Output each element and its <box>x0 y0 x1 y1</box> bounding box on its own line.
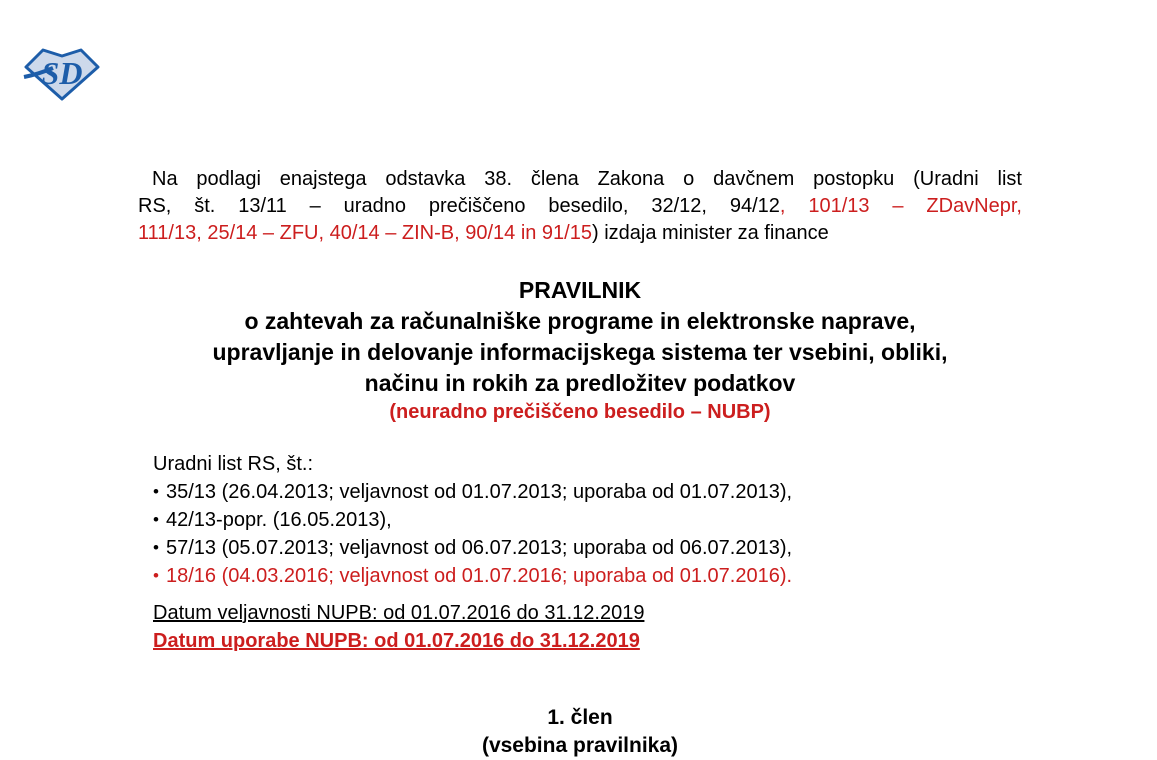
intro-paragraph <box>138 166 1022 247</box>
title-unofficial-note: (neuradno prečiščeno besedilo – NUBP) <box>389 401 771 423</box>
document-content <box>138 0 1022 760</box>
bullet-icon: • <box>153 566 159 585</box>
gazette-item-text: 42/13-popr. (16.05.2013), <box>166 509 392 531</box>
gazette-item <box>153 534 1022 562</box>
validity-application-line <box>153 628 1022 656</box>
gazette-item <box>153 478 1022 506</box>
gazette-item-text: 57/13 (05.07.2013; veljavnost od 06.07.2013; uporaba od 06.07.2013), <box>166 537 793 559</box>
title-subtitle-line-2: upravljanje in delovanje informacijskega sistema ter vsebini, obliki, <box>212 339 948 365</box>
document-title: PRAVILNIK <box>518 277 642 303</box>
intro-line-1 <box>138 166 1022 193</box>
validity-section <box>138 600 1022 655</box>
intro-line-3-text: ) izdaja minister za finance <box>591 222 829 244</box>
intro-line-3-red-citation: 111/13, 25/14 – ZFU, 40/14 – ZIN-B, 90/14 in 91/15 <box>138 222 592 244</box>
article-number: 1. člen <box>547 706 613 729</box>
title-subtitle-line-3: načinu in rokih za predložitev podatkov <box>364 370 796 396</box>
gazette-item <box>153 562 1022 590</box>
title-block <box>138 275 1022 426</box>
intro-line-2-text: RS, št. 13/11 – uradno prečiščeno besedilo, 32/12, 94/12 <box>138 195 780 217</box>
sd-logo <box>23 46 101 102</box>
bullet-icon: • <box>153 510 159 529</box>
intro-line-2 <box>138 193 1022 220</box>
gazette-section <box>138 451 1022 590</box>
title-subtitle-line-1: o zahtevah za računalniške programe in elektronske naprave, <box>244 308 916 334</box>
gazette-item-text: 35/13 (26.04.2013; veljavnost od 01.07.2013; uporaba od 01.07.2013), <box>166 481 793 503</box>
bullet-icon: • <box>153 538 159 557</box>
validity-application-text: Datum uporabe NUPB: od 01.07.2016 do 31.12.2019 <box>153 629 640 652</box>
article-section <box>138 704 1022 760</box>
intro-line-1-text: Na podlagi enajstega odstavka 38. člena Zakona o davčnem postopku (Uradni list <box>152 168 1022 190</box>
bullet-icon: • <box>153 482 159 501</box>
gazette-heading: Uradni list RS, št.: <box>153 453 314 475</box>
sd-logo-letters: SD <box>41 55 83 91</box>
article-caption: (vsebina pravilnika) <box>481 734 679 757</box>
intro-line-3 <box>138 220 1022 247</box>
gazette-item <box>153 506 1022 534</box>
validity-effective-text: Datum veljavnosti NUPB: od 01.07.2016 do 31.12.2019 <box>153 602 645 624</box>
gazette-item-text: 18/16 (04.03.2016; veljavnost od 01.07.2016; uporaba od 01.07.2016). <box>166 565 793 587</box>
validity-effective-line <box>153 600 1022 628</box>
intro-line-2-red-citation: , 101/13 – ZDavNepr, <box>779 195 1022 217</box>
